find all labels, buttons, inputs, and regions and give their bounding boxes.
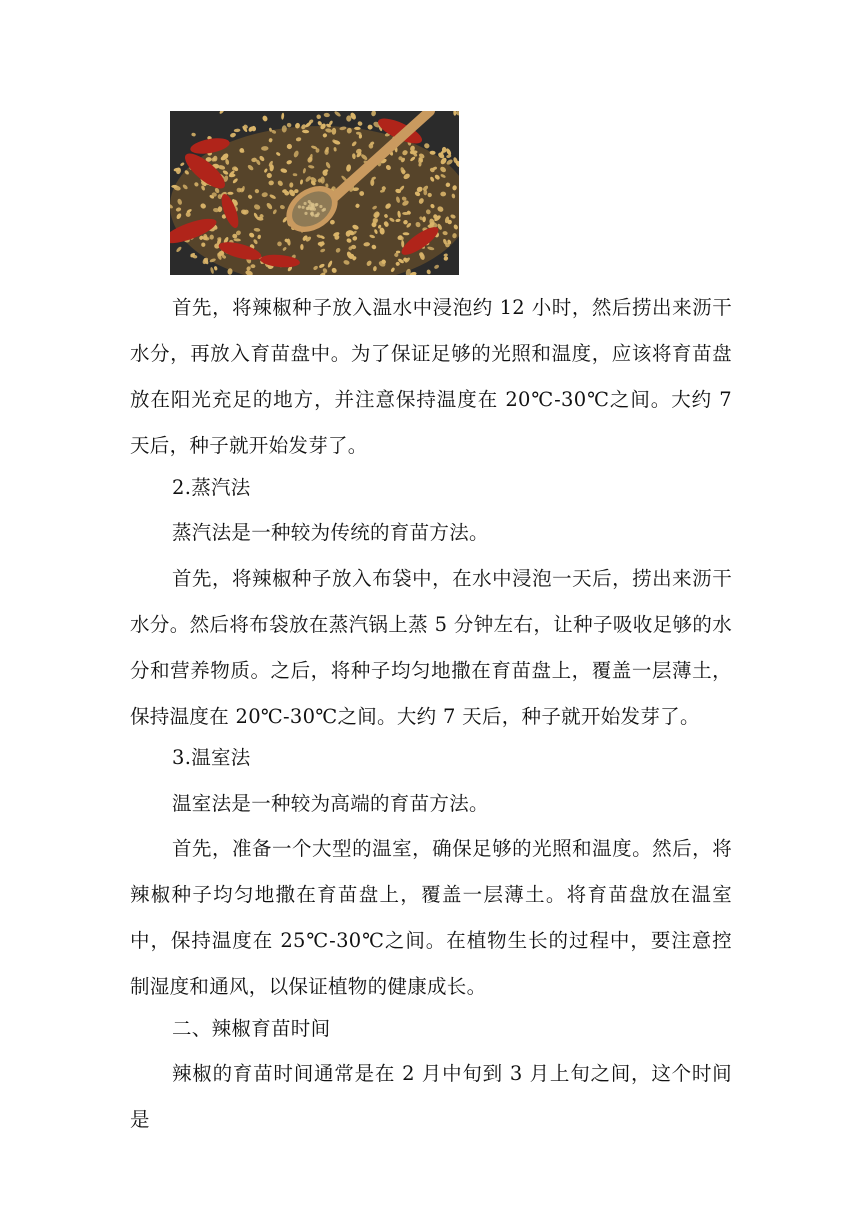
paragraph-greenhouse-steps: 首先，准备一个大型的温室，确保足够的光照和温度。然后，将辣椒种子均匀地撒在育苗盘上，覆盖一层薄土。将育苗盘放在温室中，保持温度在 25℃-30℃之间。在植物生长的过程中，要注意控制湿度和通风，以保证植物的健康成长。 (130, 837, 732, 998)
section-title-seedling-time: 二、辣椒育苗时间 (172, 1017, 331, 1040)
chili-seeds-photo (170, 111, 459, 275)
paragraph-steam-steps: 首先，将辣椒种子放入布袋中，在水中浸泡一天后，捞出来沥干水分。然后将布袋放在蒸汽锅上蒸 5 分钟左右，让种子吸收足够的水分和营养物质。之后，将种子均匀地撒在育苗盘上，覆盖一层薄土，保持温度在 20℃-30℃之间。大约 7 天后，种子就开始发芽了。 (130, 567, 732, 728)
heading-greenhouse-method: 3.温室法 (172, 746, 251, 769)
chili-seeds-wooden-spoon-icon (170, 111, 459, 275)
paragraph-greenhouse-intro: 温室法是一种较为高端的育苗方法。 (172, 792, 489, 815)
paragraph-soaking-method: 首先，将辣椒种子放入温水中浸泡约 12 小时，然后捞出来沥干水分，再放入育苗盘中。为了保证足够的光照和温度，应该将育苗盘放在阳光充足的地方，并注意保持温度在 20℃-30℃之间。大约 7 天后，种子就开始发芽了。 (130, 296, 732, 457)
paragraph-seedling-time: 辣椒的育苗时间通常是在 2 月中旬到 3 月上旬之间，这个时间是 (130, 1062, 732, 1131)
paragraph-steam-intro: 蒸汽法是一种较为传统的育苗方法。 (172, 521, 489, 544)
heading-steam-method: 2.蒸汽法 (172, 476, 251, 499)
